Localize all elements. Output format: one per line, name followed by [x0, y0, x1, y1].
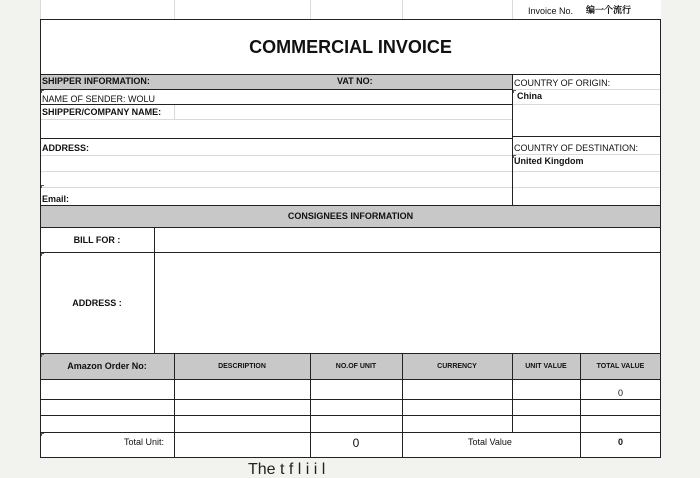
col-header-description: DESCRIPTION: [218, 363, 266, 370]
table-row-border: [40, 432, 661, 433]
cell-marker: [41, 185, 44, 188]
cell-marker: [41, 433, 44, 436]
border-line: [40, 252, 661, 253]
border-line: [40, 19, 41, 458]
border-line: [512, 74, 513, 205]
vat-no-label: VAT NO:: [337, 76, 373, 86]
grid-line: [513, 104, 661, 105]
total-value-value[interactable]: 0: [617, 437, 623, 447]
cell-marker: [513, 90, 516, 93]
grid-line: [40, 187, 512, 188]
email-field[interactable]: Email:: [42, 194, 70, 204]
bill-for-label: BILL FOR :: [73, 235, 121, 245]
country-destination-value[interactable]: United Kingdom: [514, 156, 584, 166]
grid-line: [40, 171, 512, 172]
row-total-value[interactable]: 0: [617, 388, 623, 398]
border-line: [512, 136, 661, 137]
grid-line: [40, 0, 41, 19]
shipper-info-label: SHIPPER INFORMATION:: [42, 76, 150, 86]
border-line: [40, 227, 661, 228]
col-header-unit-value: UNIT VALUE: [525, 363, 567, 370]
border-line: [154, 227, 155, 353]
border-line: [40, 457, 661, 458]
grid-line: [513, 154, 661, 155]
total-unit-value[interactable]: 0: [352, 436, 360, 450]
cell-marker: [41, 90, 44, 93]
grid-line: [310, 0, 311, 19]
footer-text: The t f l i i l: [248, 461, 326, 478]
border-line: [660, 19, 661, 458]
cell-marker: [41, 354, 44, 357]
invoice-title: COMMERCIAL INVOICE: [249, 37, 452, 57]
country-origin-label: COUNTRY OF ORIGIN:: [514, 78, 611, 88]
border-line: [40, 138, 512, 139]
grid-line: [512, 0, 513, 19]
shipper-address-field[interactable]: ADDRESS:: [42, 143, 90, 153]
grid-line: [402, 0, 403, 19]
invoice-sheet: [40, 0, 661, 458]
col-header-total-value: TOTAL VALUE: [596, 363, 645, 370]
grid-line: [40, 155, 512, 156]
col-header-units: NO.OF UNIT: [335, 363, 377, 370]
invoice-no-value[interactable]: 编一个流行: [586, 5, 632, 15]
grid-line: [513, 89, 661, 90]
border-line: [40, 104, 512, 105]
grid-line: [174, 105, 175, 119]
table-row-border: [40, 399, 661, 400]
cell-marker: [513, 155, 516, 158]
table-row-border: [40, 415, 661, 416]
country-origin-value[interactable]: China: [517, 91, 543, 101]
country-destination-label: COUNTRY OF DESTINATION:: [514, 143, 639, 153]
consignee-info-label: CONSIGNEES INFORMATION: [287, 211, 414, 221]
border-line: [40, 89, 512, 90]
grid-line: [40, 119, 512, 120]
col-header-order-no: Amazon Order No:: [67, 361, 147, 371]
col-header-currency: CURRENCY: [437, 363, 477, 370]
border-line: [40, 379, 661, 380]
grid-line: [513, 187, 661, 188]
invoice-no-label: Invoice No.: [528, 6, 574, 16]
sender-name-field[interactable]: NAME OF SENDER: WOLU: [42, 94, 156, 104]
grid-line: [513, 171, 661, 172]
border-line: [40, 19, 661, 20]
total-value-label: Total Value: [468, 437, 512, 447]
cell-marker: [41, 253, 44, 256]
grid-line: [174, 0, 175, 19]
consignee-address-label: ADDRESS :: [72, 298, 122, 308]
company-name-field[interactable]: SHIPPER/COMPANY NAME:: [42, 107, 162, 117]
total-unit-label: Total Unit:: [124, 437, 165, 447]
